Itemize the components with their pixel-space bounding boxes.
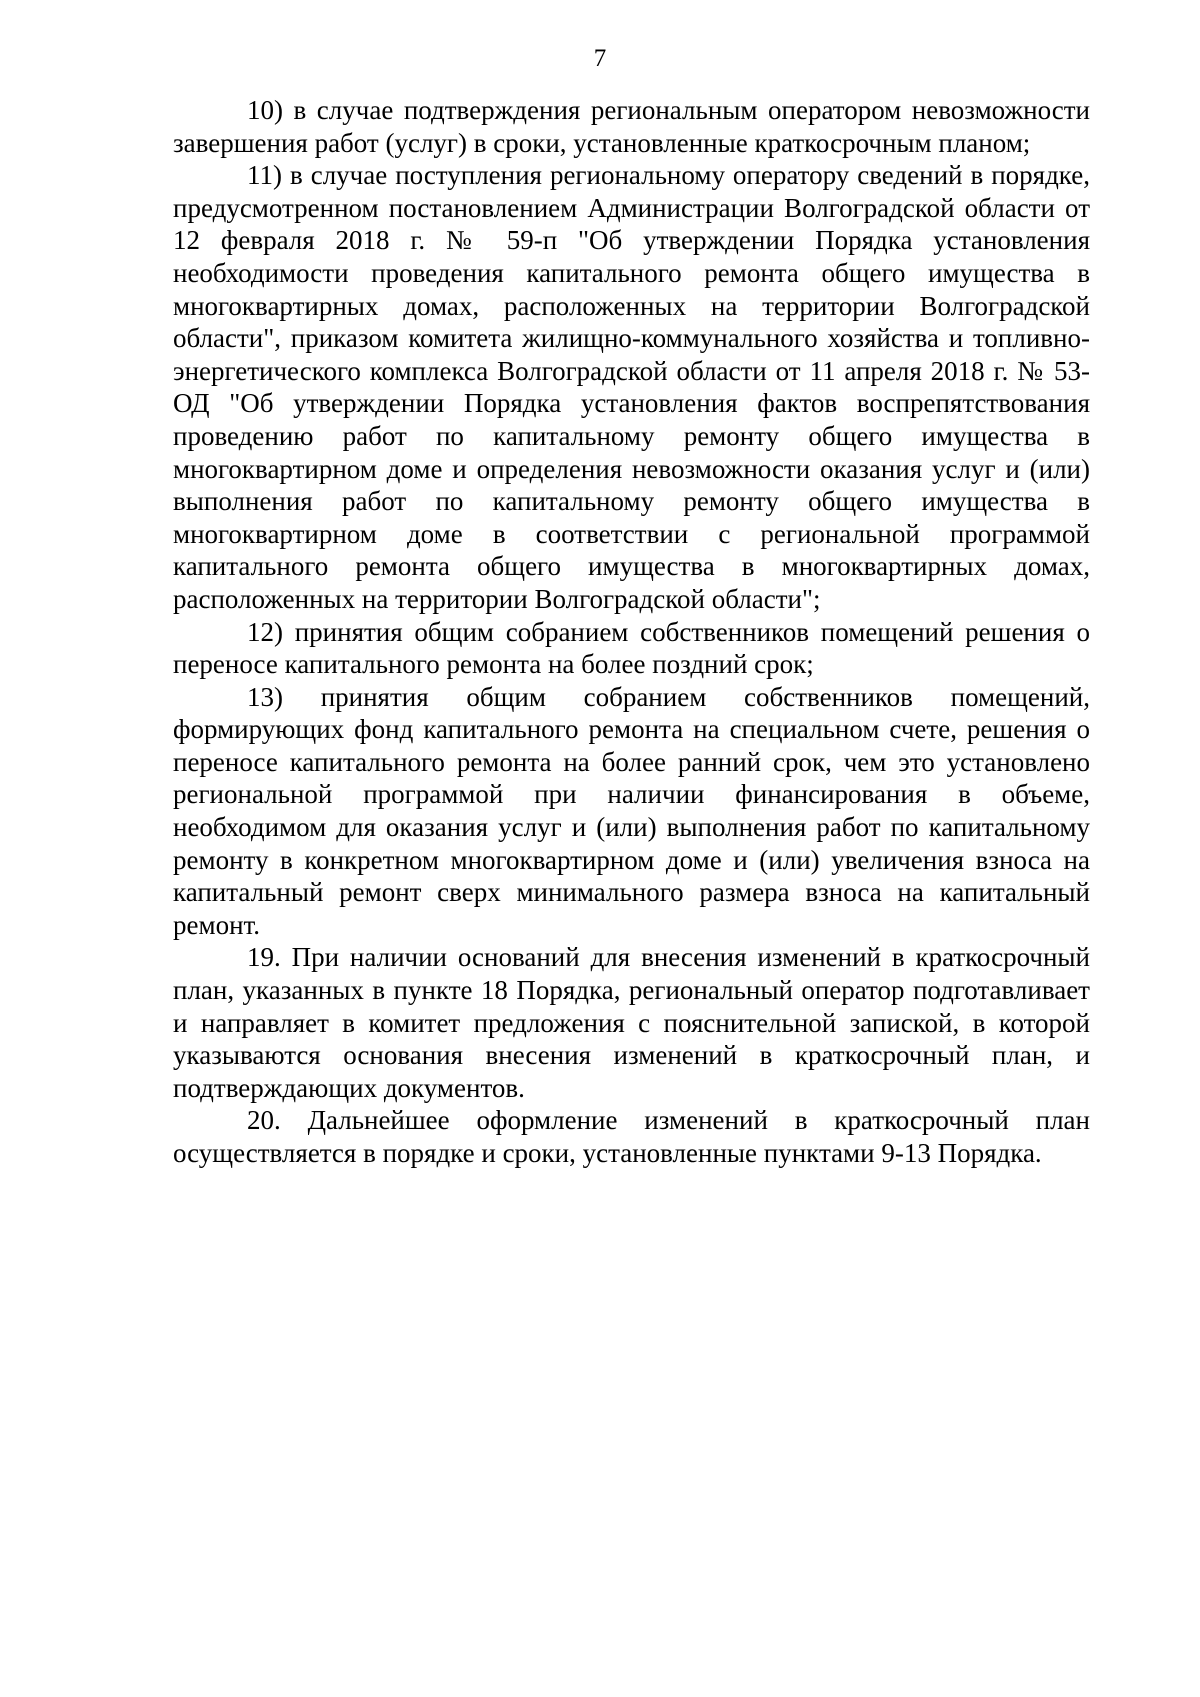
paragraph-item-11: 11) в случае поступления региональному оператору сведений в порядке, предусмотренном постановлением Администрации Волгоградской области от 12 февраля 2018 г. № 59-п "Об утверждении Порядка установления необходимости проведения капитального ремонта общего имущества в многоквартирных домах, расположенных на территории Волгоградской области", приказом комитета жилищно-коммунального хозяйства и топливно-энергетического комплекса Волгоградской области от 11 апреля 2018 г. № 53-ОД "Об утверждении Порядка установления фактов воспрепятствования проведению работ по капитальному ремонту общего имущества в многоквартирном доме и определения невозможности оказания услуг и (или) выполнения работ по капитальному ремонту общего имущества в многоквартирном доме в соответствии с региональной программой капитального ремонта общего имущества в многоквартирных домах, расположенных на территории Волгоградской области"; [173,160,1090,614]
page-number: 7 [593,45,607,72]
document-body [173,94,1090,1170]
paragraph-clause-20: 20. Дальнейшее оформление изменений в краткосрочный план осуществляется в порядке и сроки, установленные пунктами 9-13 Порядка. [173,1105,1090,1168]
paragraph-item-12: 12) принятия общим собранием собственников помещений решения о переносе капитального ремонта на более поздний срок; [173,616,1090,680]
paragraph-item-10: 10) в случае подтверждения региональным оператором невозможности завершения работ (услуг) в сроки, установленные краткосрочным планом; [173,95,1090,158]
paragraph-clause-19: 19. При наличии оснований для внесения изменений в краткосрочный план, указанных в пункте 18 Порядка, региональный оператор подготавливает и направляет в комитет предложения с пояснительной запиской, в которой указываются основания внесения изменений в краткосрочный план, и подтверждающих документов. [173,942,1090,1103]
paragraph-item-13: 13) принятия общим собранием собственников помещений, формирующих фонд капитального ремонта на специальном счете, решения о переносе капитального ремонта на более ранний срок, чем это установлено региональной программой при наличии финансирования в объеме, необходимом для оказания услуг и (или) выполнения работ по капитальному ремонту в конкретном многоквартирном доме и (или) увеличения взноса на капитальный ремонт сверх минимального размера взноса на капитальный ремонт. [173,681,1090,940]
